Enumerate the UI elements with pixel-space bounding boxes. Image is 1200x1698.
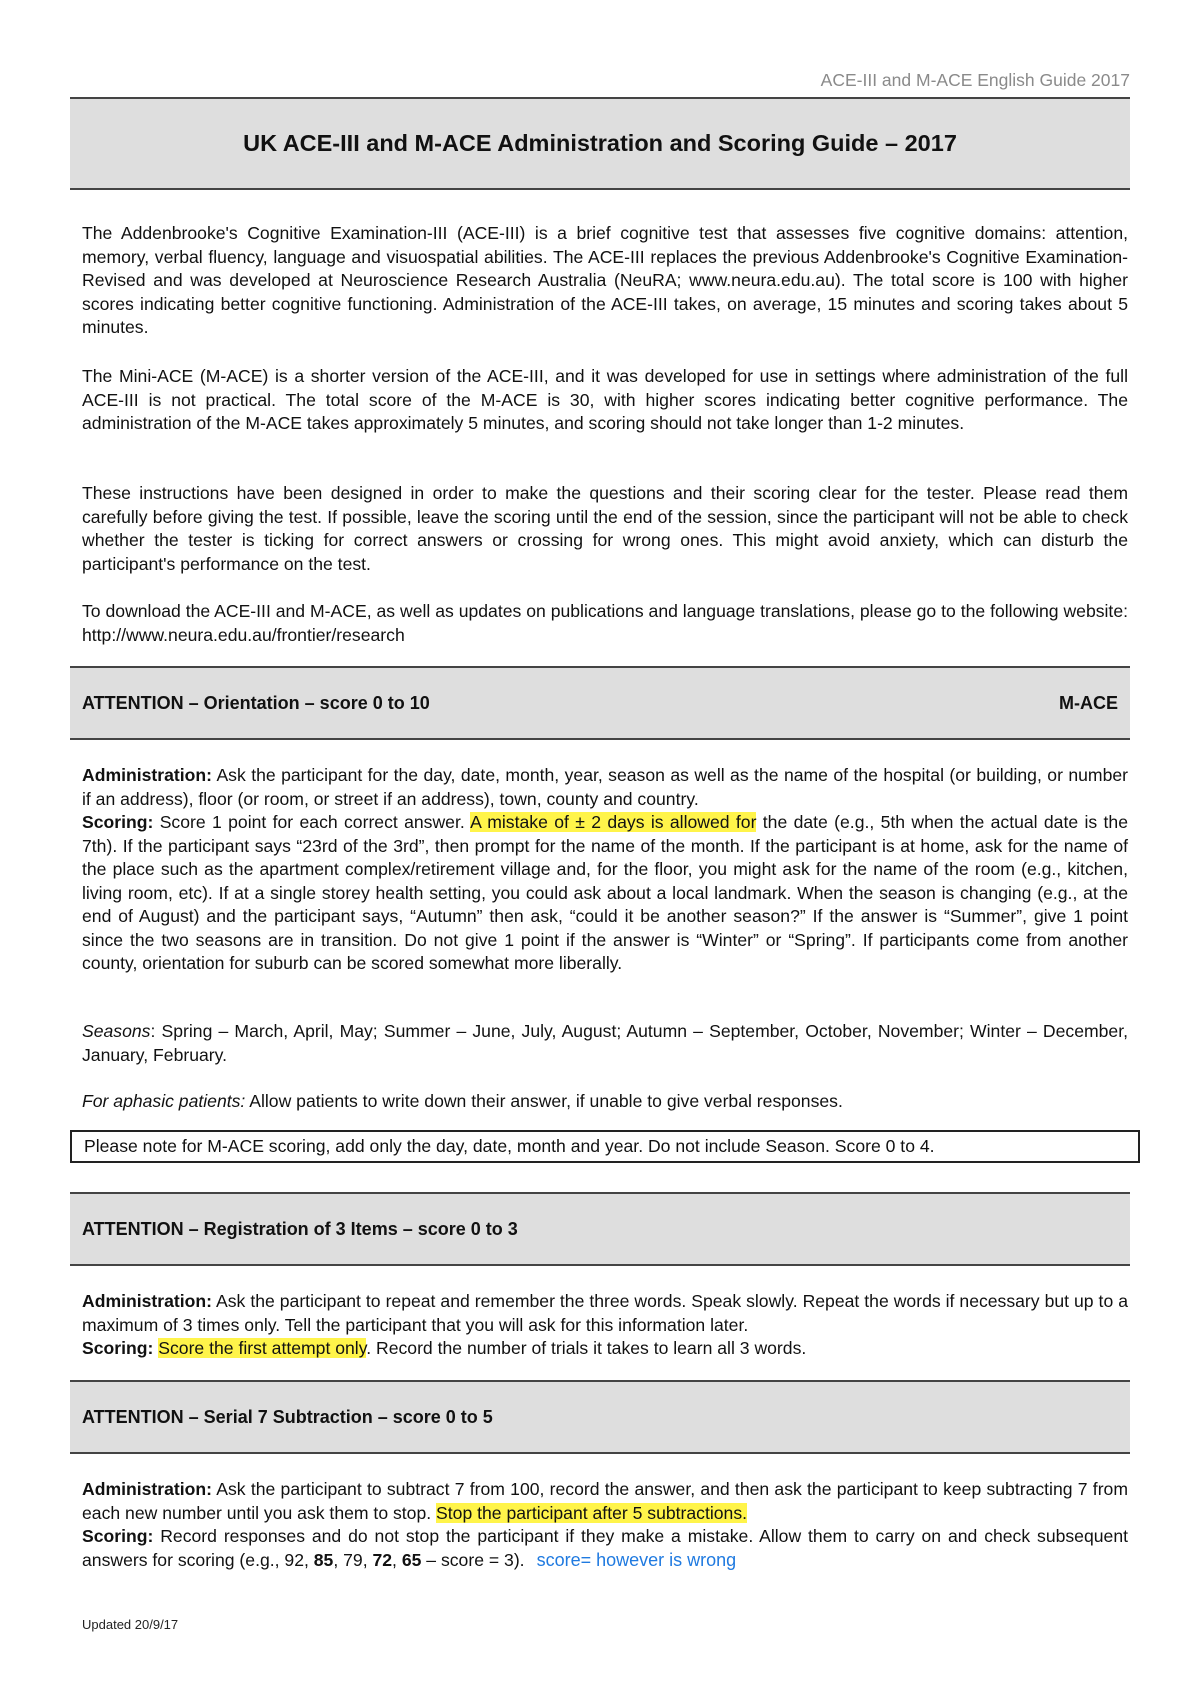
footer-updated-date: Updated 20/9/17 [82,1617,179,1632]
section-title: ATTENTION – Orientation – score 0 to 10 [82,692,430,713]
highlighted-text: Stop the participant after 5 subtractions. [436,1502,748,1523]
section-heading-registration [70,1192,1130,1266]
section-heading-orientation [70,666,1130,740]
section-title: ATTENTION – Registration of 3 Items – score 0 to 3 [82,1218,518,1239]
handwritten-annotation: score= however is wrong [536,1549,737,1570]
administration-label: Administration: [82,1291,212,1311]
aphasic-paragraph: For aphasic patients: Allow patients to write down their answer, if unable to give verbal responses. [82,1091,843,1111]
section-heading-serial7 [70,1380,1130,1454]
intro-paragraph-4: To download the ACE-III and M-ACE, as well as updates on publications and language translations, please go to the following website: http://www.neura.edu.au/frontier/research [82,601,1128,645]
intro-paragraph-3: These instructions have been designed in order to make the questions and their scoring clear for the tester. Please read them carefully before giving the test. If possible, leave the scoring until the end of the session, since the participant will not be able to check whether the tester is ticking for correct answers or crossing for wrong ones. This might avoid anxiety, which can disturb the participant's performance on the test. [82,483,1128,574]
registration-body: Administration: Ask the participant to repeat and remember the three words. Speak slowly. Repeat the words if necessary but up to a maximum of 3 times only. Tell the participant that you will ask for this information later. Scoring: Score the first attempt only. Record the number of trials it takes to learn all 3 words. [82,1291,1128,1358]
orientation-body: Administration: Ask the participant for the day, date, month, year, season as well as the name of the hospital (or building, or number if an address), floor (or room, or street if an address), town, county and country. Scoring: Score 1 point for each correct answer. A mistake of ± 2 days is allowed for the date (e.g., 5th when the actual date is the 7th). If the participant says “23rd of the 3rd”, then prompt for the name of the month. If the participant is at home, ask for the name of the place such as the apartment complex/retirement village and, for the floor, you might ask for the name of the room (e.g., kitchen, living room, etc). If at a single storey health setting, you could ask about a local landmark. When the season is changing (e.g., at the end of August) and the participant says, “Autumn” then ask, “could it be another season?” If the answer is “Summer”, give 1 point since the two seasons are in transition. Do not give 1 point if the answer is “Winter” or “Spring”. If participants come from another county, orientation for suburb can be scored somewhat more liberally. [82,765,1128,973]
scoring-label: Scoring: [82,812,154,832]
administration-label: Administration: [82,765,212,785]
scoring-label: Scoring: [82,1526,154,1546]
seasons-paragraph: Seasons: Spring – March, April, May; Summer – June, July, August; Autumn – September, October, November; Winter – December, January, February. [82,1021,1128,1065]
mace-tag: M-ACE [1059,692,1118,713]
serial7-body: Administration: Ask the participant to subtract 7 from 100, record the answer, and then ask the participant to keep subtracting 7 from each new number until you ask them to stop. Stop the participant after 5 subtractions. Scoring: Record responses and do not stop the participant if they make a mistake. Allow them to carry on and check subsequent answers for scoring (e.g., 92, 85, 79, 72, 65 – score = 3). score= however is wrong [82,1479,1128,1570]
document-title: UK ACE-III and M-ACE Administration and Scoring Guide – 2017 [243,130,957,156]
section-title: ATTENTION – Serial 7 Subtraction – score 0 to 5 [82,1406,493,1427]
title-band [70,97,1130,190]
highlighted-text: Score the first attempt only [158,1338,367,1358]
intro-paragraph-1: The Addenbrooke's Cognitive Examination-III (ACE-III) is a brief cognitive test that assesses five cognitive domains: attention, memory, verbal fluency, language and visuospatial abilities. The ACE-III replaces the previous Addenbrooke's Cognitive Examination-Revised and was developed at Neuroscience Research Australia (NeuRA; www.neura.edu.au). The total score is 100 with higher scores indicating better cognitive functioning. Administration of the ACE-III takes, on average, 15 minutes and scoring takes about 5 minutes. [82,223,1128,337]
administration-label: Administration: [82,1479,212,1499]
intro-paragraph-2: The Mini-ACE (M-ACE) is a shorter version of the ACE-III, and it was developed for use in settings where administration of the full ACE-III is not practical. The total score of the M-ACE is 30, with higher scores indicating better cognitive performance. The administration of the M-ACE takes approximately 5 minutes, and scoring should not take longer than 1-2 minutes. [82,366,1128,433]
running-header: ACE-III and M-ACE English Guide 2017 [820,70,1130,90]
mace-scoring-note: Please note for M-ACE scoring, add only the day, date, month and year. Do not include Season. Score 0 to 4. [70,1130,1140,1163]
scoring-label: Scoring: [82,1338,154,1358]
highlighted-text: A mistake of ± 2 days is allowed for [470,812,757,832]
